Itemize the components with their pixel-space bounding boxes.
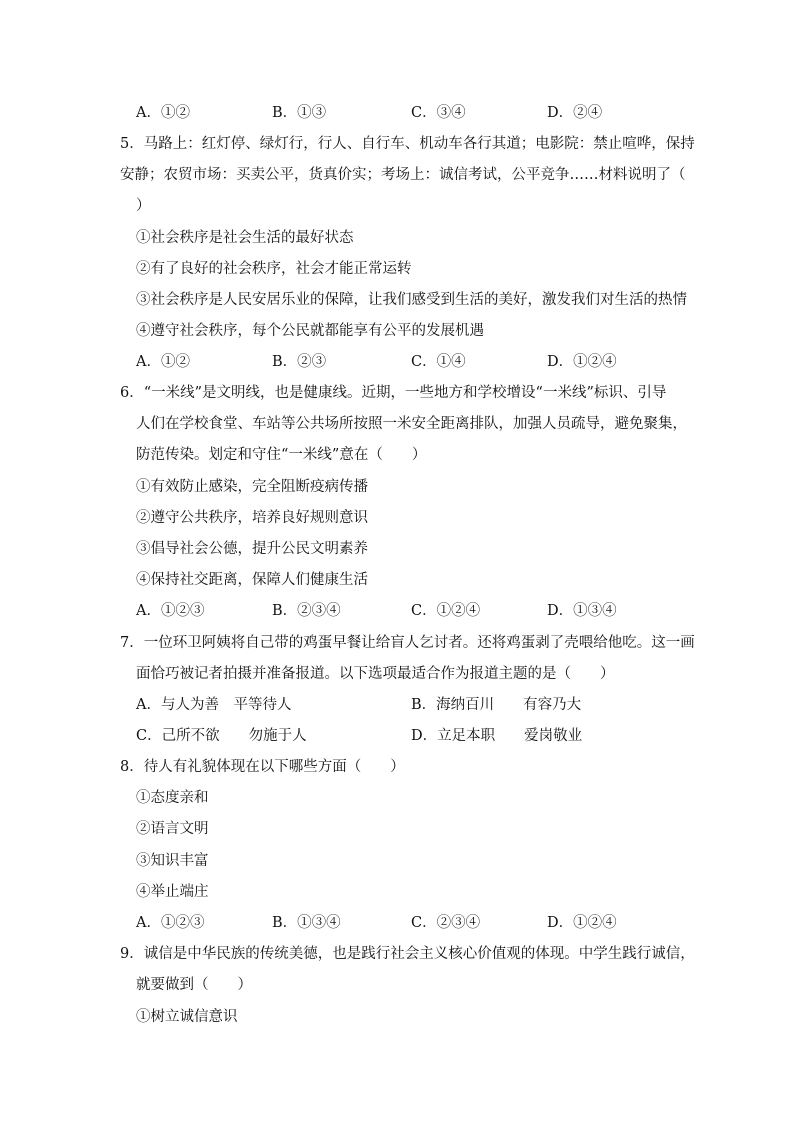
q5-option-c[interactable]: C．①④ <box>411 354 466 370</box>
q8-item: ①态度亲和 <box>136 790 209 806</box>
q4-option-a[interactable]: A．①② <box>136 105 190 121</box>
q8-item: ④举止端庄 <box>136 884 209 900</box>
q4-option-c[interactable]: C．③④ <box>411 105 466 121</box>
q7-option-b[interactable]: B．海纳百川 有容乃大 <box>411 697 582 713</box>
q6-option-d[interactable]: D．①③④ <box>547 603 617 619</box>
q5-item: ③社会秩序是人民安居乐业的保障，让我们感受到生活的美好，激发我们对生活的热情 <box>136 292 687 308</box>
q5-stem-line: 安静；农贸市场：买卖公平，货真价实；考场上：诚信考试，公平竞争……材料说明了（ <box>120 167 686 183</box>
q8-item: ②语言文明 <box>136 821 209 837</box>
q4-option-d[interactable]: D．②④ <box>547 105 603 121</box>
q5-stem-line: 5．马路上：红灯停、绿灯行，行人、自行车、机动车各行其道；电影院：禁止喧哗，保持 <box>120 136 695 152</box>
q6-item: ④保持社交距离，保障人们健康生活 <box>136 572 368 588</box>
q5-option-b[interactable]: B．②③ <box>272 354 327 370</box>
q8-option-c[interactable]: C．②③④ <box>411 915 481 931</box>
q5-option-a[interactable]: A．①② <box>136 354 190 370</box>
q6-stem-line: 人们在学校食堂、车站等公共场所按照一米安全距离排队，加强人员疏导，避免聚集， <box>136 416 687 432</box>
q6-option-c[interactable]: C．①②④ <box>411 603 481 619</box>
q7-option-d[interactable]: D．立足本职 爱岗敬业 <box>411 728 583 744</box>
q6-item: ③倡导社会公德，提升公民文明素养 <box>136 541 368 557</box>
q8-item: ③知识丰富 <box>136 853 209 869</box>
q8-option-a[interactable]: A．①②③ <box>136 915 205 931</box>
q5-option-d[interactable]: D．①②④ <box>547 354 617 370</box>
q8-stem-line: 8．待人有礼貌体现在以下哪些方面（ ） <box>120 759 405 775</box>
q4-option-b[interactable]: B．①③ <box>272 105 327 121</box>
q9-stem-line: 就要做到（ ） <box>136 977 252 993</box>
q6-item: ②遵守公共秩序，培养良好规则意识 <box>136 510 368 526</box>
q7-stem-line: 7．一位环卫阿姨将自己带的鸡蛋早餐让给盲人乞讨者。还将鸡蛋剥了壳喂给他吃。这一画 <box>120 635 695 651</box>
q5-item: ①社会秩序是社会生活的最好状态 <box>136 230 354 246</box>
q6-item: ①有效防止感染，完全阻断疫病传播 <box>136 479 368 495</box>
q6-option-a[interactable]: A．①②③ <box>136 603 205 619</box>
q8-option-d[interactable]: D．①②④ <box>547 915 617 931</box>
q8-option-b[interactable]: B．①③④ <box>272 915 341 931</box>
q9-item: ①树立诚信意识 <box>136 1009 238 1025</box>
q7-stem-line: 面恰巧被记者拍摄并准备报道。以下选项最适合作为报道主题的是（ ） <box>136 666 615 682</box>
q6-stem-line: 防范传染。划定和守住“一米线”意在（ ） <box>136 447 427 463</box>
q6-option-b[interactable]: B．②③④ <box>272 603 341 619</box>
q9-stem-line: 9．诚信是中华民族的传统美德，也是践行社会主义核心价值观的体现。中学生践行诚信， <box>120 946 695 962</box>
q5-stem-line: ） <box>136 198 151 214</box>
q5-item: ②有了良好的社会秩序，社会才能正常运转 <box>136 261 412 277</box>
q7-option-c[interactable]: C．己所不欲 勿施于人 <box>136 728 307 744</box>
q7-option-a[interactable]: A．与人为善 平等待人 <box>136 697 292 713</box>
q5-item: ④遵守社会秩序，每个公民就都能享有公平的发展机遇 <box>136 323 484 339</box>
q6-stem-line: 6．“一米线”是文明线，也是健康线。近期，一些地方和学校增设“一米线”标识、引导 <box>120 385 667 401</box>
